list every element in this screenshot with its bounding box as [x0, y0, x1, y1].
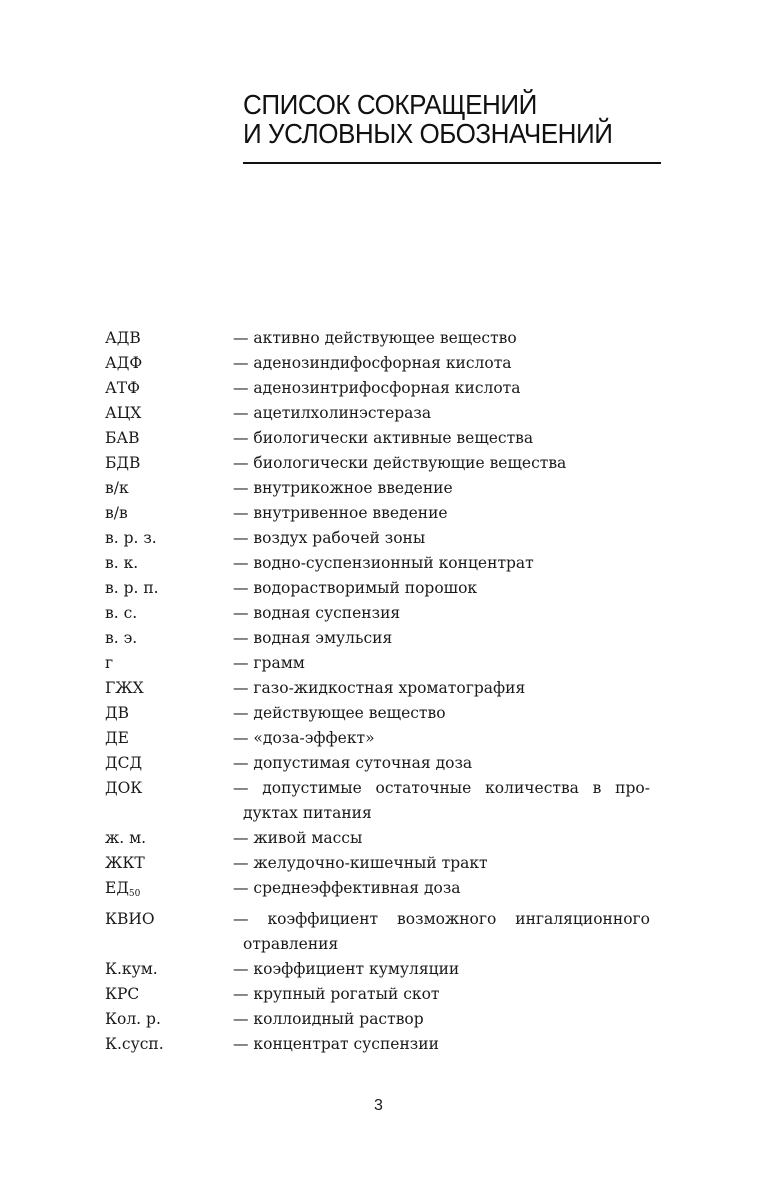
abbreviation-text: ДЕ	[105, 729, 129, 747]
definition: — желудочно-кишечный тракт	[233, 854, 488, 872]
list-item	[105, 476, 650, 501]
definition: — допустимые остаточные количества в продуктах питания	[233, 779, 650, 822]
list-item	[105, 601, 650, 626]
abbreviation-text: ДВ	[105, 704, 129, 722]
definition: — действующее вещество	[233, 704, 446, 722]
abbreviation-text: КРС	[105, 985, 140, 1003]
abbreviation	[105, 701, 233, 726]
list-item	[105, 576, 650, 601]
list-item	[105, 626, 650, 651]
page-number: 3	[374, 1097, 383, 1114]
definition: — водно-суспензионный концентрат	[233, 554, 534, 572]
list-item	[105, 351, 650, 376]
abbreviation	[105, 426, 233, 451]
page-title-line-2: И УСЛОВНЫХ ОБОЗНАЧЕНИЙ	[243, 118, 613, 149]
definition: — аденозиндифосфорная кислота	[233, 354, 512, 372]
abbreviation	[105, 1032, 233, 1057]
abbreviation-text: в. с.	[105, 604, 138, 622]
abbreviation-text: К.сусп.	[105, 1035, 164, 1053]
abbreviation	[105, 826, 233, 851]
abbreviation	[105, 476, 233, 501]
abbreviation-text: ЕД	[105, 879, 129, 897]
abbreviation	[105, 326, 233, 351]
list-item	[105, 701, 650, 726]
list-item	[105, 651, 650, 676]
list-item	[105, 726, 650, 751]
abbreviation	[105, 401, 233, 426]
abbreviation-text: ДОК	[105, 779, 143, 797]
list-item	[105, 907, 650, 957]
abbreviation	[105, 957, 233, 982]
list-item	[105, 1007, 650, 1032]
definition: — среднеэффективная доза	[233, 879, 461, 897]
list-item	[105, 401, 650, 426]
definition: — концентрат суспензии	[233, 1035, 439, 1053]
abbreviation-text: ДСД	[105, 754, 143, 772]
list-item	[105, 776, 650, 826]
list-item	[105, 982, 650, 1007]
list-item	[105, 876, 650, 907]
definition: — аденозинтрифосфорная кислота	[233, 379, 521, 397]
definition: — биологически активные вещества	[233, 429, 534, 447]
definition: — водорастворимый порошок	[233, 579, 478, 597]
abbreviation-text: КВИО	[105, 910, 155, 928]
definition: — живой массы	[233, 829, 363, 847]
definition: — коэффициент кумуляции	[233, 960, 460, 978]
abbreviation-text: АТФ	[105, 379, 140, 397]
abbreviation-text: Кол. р.	[105, 1010, 161, 1028]
abbreviation	[105, 551, 233, 576]
abbreviation	[105, 1007, 233, 1032]
abbreviation-text: г	[105, 654, 114, 672]
list-item	[105, 751, 650, 776]
abbreviation	[105, 626, 233, 651]
abbreviation-text: ЖКТ	[105, 854, 145, 872]
list-item	[105, 851, 650, 876]
abbreviation	[105, 351, 233, 376]
list-item	[105, 326, 650, 351]
abbreviation	[105, 651, 233, 676]
abbreviation-text: АДФ	[105, 354, 143, 372]
abbreviation-text: АЦХ	[105, 404, 142, 422]
title-rule	[243, 162, 661, 164]
abbreviation	[105, 601, 233, 626]
list-item	[105, 376, 650, 401]
abbreviation	[105, 451, 233, 476]
definition: — водная эмульсия	[233, 629, 393, 647]
abbreviation-list	[105, 326, 650, 1057]
list-item	[105, 526, 650, 551]
abbreviation-text: в. к.	[105, 554, 139, 572]
definition: — внутрикожное введение	[233, 479, 453, 497]
definition: — «доза-эффект»	[233, 729, 375, 747]
definition: — коллоидный раствор	[233, 1010, 424, 1028]
page-title-line-1: СПИСОК СОКРАЩЕНИЙ	[243, 89, 537, 120]
abbreviation-text: БДВ	[105, 454, 141, 472]
abbreviation-text: в/в	[105, 504, 128, 522]
abbreviation	[105, 851, 233, 876]
abbreviation	[105, 676, 233, 701]
list-item	[105, 957, 650, 982]
abbreviation	[105, 776, 233, 826]
abbreviation-text: в/к	[105, 479, 129, 497]
abbreviation	[105, 726, 233, 751]
list-item	[105, 826, 650, 851]
abbreviation	[105, 751, 233, 776]
definition: — грамм	[233, 654, 305, 672]
abbreviation	[105, 907, 233, 957]
list-item	[105, 551, 650, 576]
definition: — внутривенное введение	[233, 504, 448, 522]
definition: — крупный рогатый скот	[233, 985, 440, 1003]
definition: — газо-жидкостная хроматография	[233, 679, 526, 697]
definition: — воздух рабочей зоны	[233, 529, 426, 547]
list-item	[105, 451, 650, 476]
abbreviation-text: АДВ	[105, 329, 141, 347]
abbreviation-subscript: 50	[128, 889, 141, 899]
abbreviation-text: ж. м.	[105, 829, 147, 847]
abbreviation	[105, 376, 233, 401]
definition: — активно действующее вещество	[233, 329, 517, 347]
list-item	[105, 1032, 650, 1057]
list-item	[105, 501, 650, 526]
definition: — коэффициент возможного ингаляционного отравления	[233, 910, 650, 953]
abbreviation-text: в. р. п.	[105, 579, 159, 597]
abbreviation	[105, 501, 233, 526]
abbreviation	[105, 876, 233, 907]
abbreviation-text: ГЖХ	[105, 679, 144, 697]
abbreviation-text: БАВ	[105, 429, 140, 447]
abbreviation	[105, 576, 233, 601]
abbreviation-text: в. р. з.	[105, 529, 157, 547]
abbreviation-text: в. э.	[105, 629, 138, 647]
list-item	[105, 426, 650, 451]
definition: — допустимая суточная доза	[233, 754, 473, 772]
definition: — водная суспензия	[233, 604, 401, 622]
abbreviation-text: К.кум.	[105, 960, 158, 978]
abbreviation	[105, 982, 233, 1007]
definition: — ацетилхолинэстераза	[233, 404, 432, 422]
list-item	[105, 676, 650, 701]
abbreviation	[105, 526, 233, 551]
page-title	[243, 90, 613, 148]
definition: — биологически действующие вещества	[233, 454, 567, 472]
